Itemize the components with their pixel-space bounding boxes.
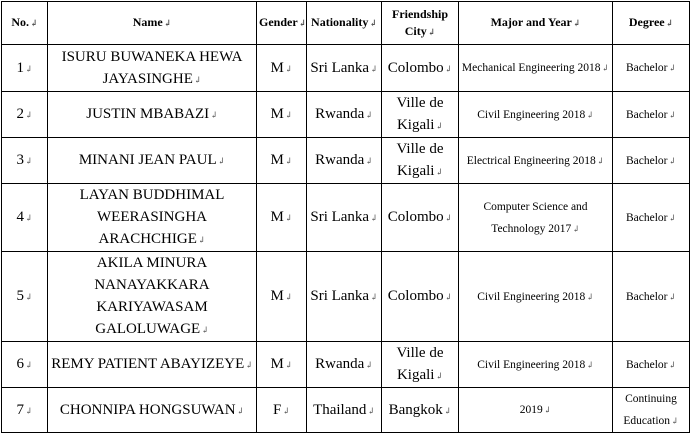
cell-gender: F ↲ bbox=[257, 388, 307, 433]
cell-gender: M ↲ bbox=[257, 184, 307, 252]
table-row bbox=[2, 184, 690, 252]
header-degree: Degree ↲ bbox=[613, 2, 690, 45]
cell-major-year: 2019 ↲ bbox=[459, 388, 613, 433]
cell-nationality: Thailand ↲ bbox=[307, 388, 382, 433]
cell-no: 1 ↲ bbox=[2, 45, 48, 92]
cell-gender: M ↲ bbox=[257, 252, 307, 342]
cell-city: Bangkok ↲ bbox=[382, 388, 459, 433]
cell-name: MINANI JEAN PAUL ↲ bbox=[48, 138, 257, 184]
table-row bbox=[2, 92, 690, 138]
cell-gender: M ↲ bbox=[257, 92, 307, 138]
cell-degree: Continuing Education ↲ bbox=[613, 388, 690, 433]
cell-no: 4 ↲ bbox=[2, 184, 48, 252]
header-no: No. ↲ bbox=[2, 2, 48, 45]
header-major-year: Major and Year ↲ bbox=[459, 2, 613, 45]
cell-nationality: Sri Lanka ↲ bbox=[307, 45, 382, 92]
header-name: Name ↲ bbox=[48, 2, 257, 45]
cell-name: ISURU BUWANEKA HEWA JAYASINGHE ↲ bbox=[48, 45, 257, 92]
table-row bbox=[2, 342, 690, 388]
cell-city: Ville de Kigali ↲ bbox=[382, 92, 459, 138]
cell-no: 2 ↲ bbox=[2, 92, 48, 138]
cell-name: LAYAN BUDDHIMAL WEERASINGHA ARACHCHIGE ↲ bbox=[48, 184, 257, 252]
cell-degree: Bachelor ↲ bbox=[613, 184, 690, 252]
cell-city: Colombo ↲ bbox=[382, 252, 459, 342]
cell-major-year: Electrical Engineering 2018 ↲ bbox=[459, 138, 613, 184]
cell-no: 3 ↲ bbox=[2, 138, 48, 184]
cell-nationality: Rwanda ↲ bbox=[307, 342, 382, 388]
cell-gender: M ↲ bbox=[257, 45, 307, 92]
cell-city: Colombo ↲ bbox=[382, 45, 459, 92]
cell-name: REMY PATIENT ABAYIZEYE ↲ bbox=[48, 342, 257, 388]
cell-nationality: Rwanda ↲ bbox=[307, 92, 382, 138]
cell-name: JUSTIN MBABAZI ↲ bbox=[48, 92, 257, 138]
cell-no: 6 ↲ bbox=[2, 342, 48, 388]
cell-nationality: Sri Lanka ↲ bbox=[307, 252, 382, 342]
cell-gender: M ↲ bbox=[257, 342, 307, 388]
table-row bbox=[2, 252, 690, 342]
table-row bbox=[2, 388, 690, 433]
header-nationality: Nationality ↲ bbox=[307, 2, 382, 45]
cell-name: AKILA MINURA NANAYAKKARA KARIYAWASAM GALOLUWAGE ↲ bbox=[48, 252, 257, 342]
cell-nationality: Rwanda ↲ bbox=[307, 138, 382, 184]
cell-major-year: Mechanical Engineering 2018 ↲ bbox=[459, 45, 613, 92]
cell-degree: Bachelor ↲ bbox=[613, 92, 690, 138]
cell-major-year: Civil Engineering 2018 ↲ bbox=[459, 92, 613, 138]
header-gender: Gender ↲ bbox=[257, 2, 307, 45]
table-row bbox=[2, 138, 690, 184]
cell-name: CHONNIPA HONGSUWAN ↲ bbox=[48, 388, 257, 433]
cell-city: Ville de Kigali ↲ bbox=[382, 342, 459, 388]
cell-city: Ville de Kigali ↲ bbox=[382, 138, 459, 184]
cell-degree: Bachelor ↲ bbox=[613, 342, 690, 388]
cell-city: Colombo ↲ bbox=[382, 184, 459, 252]
cell-nationality: Sri Lanka ↲ bbox=[307, 184, 382, 252]
header-row bbox=[2, 2, 690, 45]
cell-degree: Bachelor ↲ bbox=[613, 252, 690, 342]
cell-degree: Bachelor ↲ bbox=[613, 45, 690, 92]
header-friendship-city: Friendship City ↲ bbox=[382, 2, 459, 45]
cell-degree: Bachelor ↲ bbox=[613, 138, 690, 184]
table-row bbox=[2, 45, 690, 92]
cell-major-year: Civil Engineering 2018 ↲ bbox=[459, 342, 613, 388]
cell-no: 5 ↲ bbox=[2, 252, 48, 342]
student-roster-table bbox=[1, 1, 690, 433]
cell-major-year: Computer Science and Technology 2017 ↲ bbox=[459, 184, 613, 252]
cell-major-year: Civil Engineering 2018 ↲ bbox=[459, 252, 613, 342]
cell-no: 7 ↲ bbox=[2, 388, 48, 433]
cell-gender: M ↲ bbox=[257, 138, 307, 184]
